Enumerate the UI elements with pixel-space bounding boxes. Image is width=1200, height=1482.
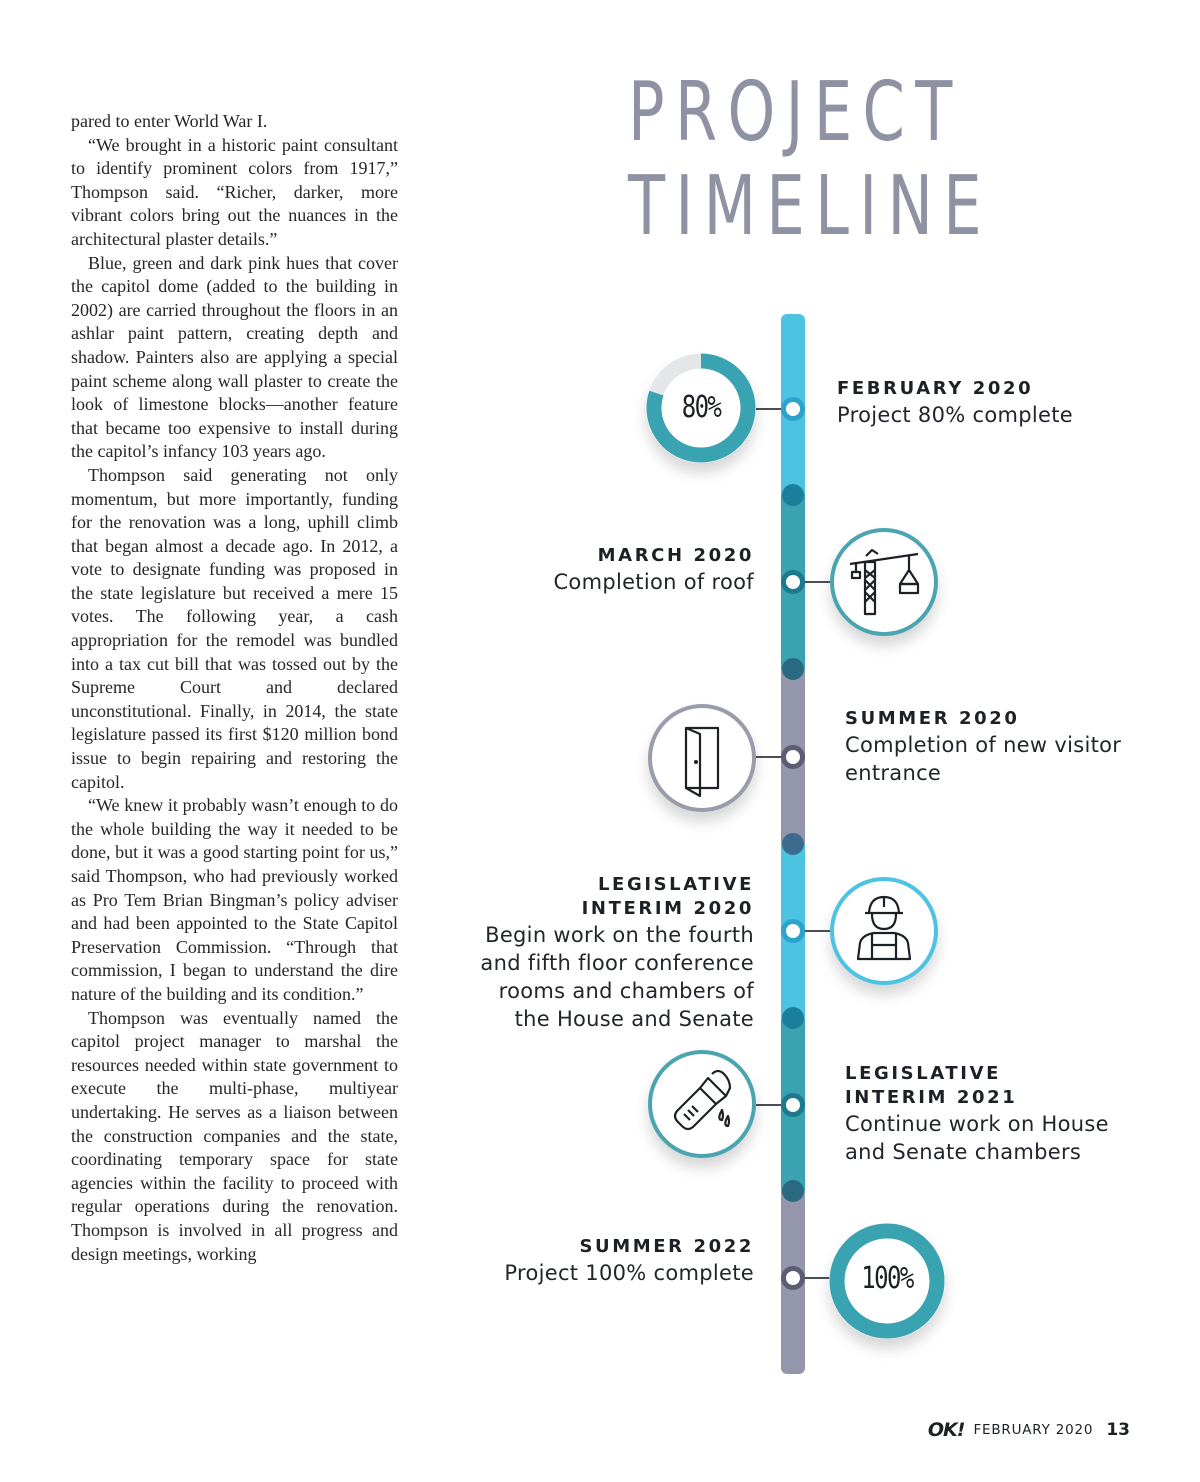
magazine-logo: OK! (927, 1419, 965, 1441)
article-body (71, 110, 398, 1266)
timeline-title-line: PROJECT (628, 65, 963, 160)
event-legislative-interim-2021 (845, 1062, 1145, 1166)
icon-badge (830, 877, 938, 985)
article-paragraph: pared to enter World War I. (71, 111, 268, 131)
progress-label: 80% (681, 390, 721, 425)
event-date: SUMMER 2020 (845, 708, 1020, 729)
article-paragraph: Blue, green and dark pink hues that cover the capitol dome (added to the building in 2002) are carried throughout the floors in an ashlar paint pattern, creating depth and shadow. Painters also are applying a special paint scheme along wall plaster to create the look of limestone blocks—another feature that became too expensive to install during the capitol’s infancy 103 years ago. (71, 252, 398, 462)
article-paragraph: “We brought in a historic paint consultant to identify prominent colors from 1917,” Thompson said. “Richer, darker, more vibrant colors bring out the nuances in the architectural plaster details.” (71, 134, 398, 249)
event-description: Continue work on House and Senate chambers (845, 1112, 1109, 1164)
spine-divider-dot (782, 658, 804, 680)
timeline-node (781, 397, 805, 421)
event-date: LEGISLATIVE INTERIM 2021 (845, 1063, 1018, 1108)
progress-badge-80 (646, 353, 756, 463)
page-number: 13 (1106, 1420, 1130, 1440)
timeline-node (781, 570, 805, 594)
timeline-node (781, 919, 805, 943)
event-description: Begin work on the fourth and fifth floor conference rooms and chambers of the House and Senate (480, 923, 754, 1031)
icon-badge (830, 528, 938, 636)
event-march-2020 (520, 544, 754, 596)
node-connector (756, 408, 782, 410)
event-description: Completion of new visitor entrance (845, 733, 1122, 785)
door-icon (652, 708, 752, 808)
crane-icon (834, 532, 934, 632)
event-date: MARCH 2020 (597, 545, 754, 566)
page-footer (928, 1418, 1130, 1442)
spine-divider-dot (782, 833, 804, 855)
timeline-node (781, 1093, 805, 1117)
timeline-node (781, 745, 805, 769)
event-date: SUMMER 2022 (579, 1236, 754, 1257)
event-summer-2022 (470, 1235, 754, 1287)
spine-divider-dot (782, 484, 804, 506)
node-connector (804, 930, 832, 932)
event-date: LEGISLATIVE INTERIM 2020 (581, 874, 754, 919)
event-description: Completion of roof (553, 570, 754, 594)
timeline-title (628, 65, 992, 254)
spine-divider-dot (782, 1180, 804, 1202)
issue-date: FEBRUARY 2020 (973, 1422, 1094, 1438)
node-connector (804, 581, 832, 583)
event-description: Project 80% complete (837, 403, 1073, 427)
timeline-node (781, 1266, 805, 1290)
event-feb-2020 (837, 377, 1137, 429)
node-connector (756, 1104, 782, 1106)
spine-divider-dot (782, 1007, 804, 1029)
node-connector (756, 756, 782, 758)
event-description: Project 100% complete (504, 1261, 754, 1285)
paintbrush-icon (652, 1054, 752, 1154)
event-summer-2020 (845, 707, 1145, 787)
icon-badge (648, 704, 756, 812)
event-date: FEBRUARY 2020 (837, 378, 1034, 399)
article-paragraph: “We knew it probably wasn’t enough to do the whole building the way it needed to be done, but it was a good starting point for us,” said Thompson, who had previously worked as Pro Tem Brian Bingman’s policy adviser and had been appointed to the State Capitol Preservation Commission. “Through that commission, I began to understand the dire nature of the building and its condition.” (71, 795, 398, 1004)
event-legislative-interim-2020 (470, 873, 754, 1033)
construction-worker-icon (834, 881, 934, 981)
progress-label: 100% (861, 1261, 913, 1296)
icon-badge (648, 1050, 756, 1158)
article-paragraph: Thompson said generating not only momentum, but more importantly, funding for the renovation was a long, uphill climb that began almost a decade ago. In 2012, a vote to designate funding was proposed in the state legislature but received a mere 15 votes. The following year, a cash appropriation for the remodel was bundled into a tax cut bill that was tossed out by the Supreme Court and declared unconstitutional. Finally, in 2014, the state legislature passed its first $120 million bond issue to begin repairing and restoring the capitol. (71, 464, 398, 792)
article-paragraph: Thompson was eventually named the capitol project manager to marshal the resources needed within state government to execute the multi-phase, multiyear undertaking. He serves as a liaison between the construction companies and the state, coordinating temporary space for state agencies within the facility to proceed with regular operations during the renovation. Thompson is involved in all progress and design meetings, working (71, 1007, 398, 1264)
timeline-title-line: TIMELINE (628, 159, 992, 254)
node-connector (804, 1277, 832, 1279)
progress-badge-100 (829, 1223, 945, 1339)
